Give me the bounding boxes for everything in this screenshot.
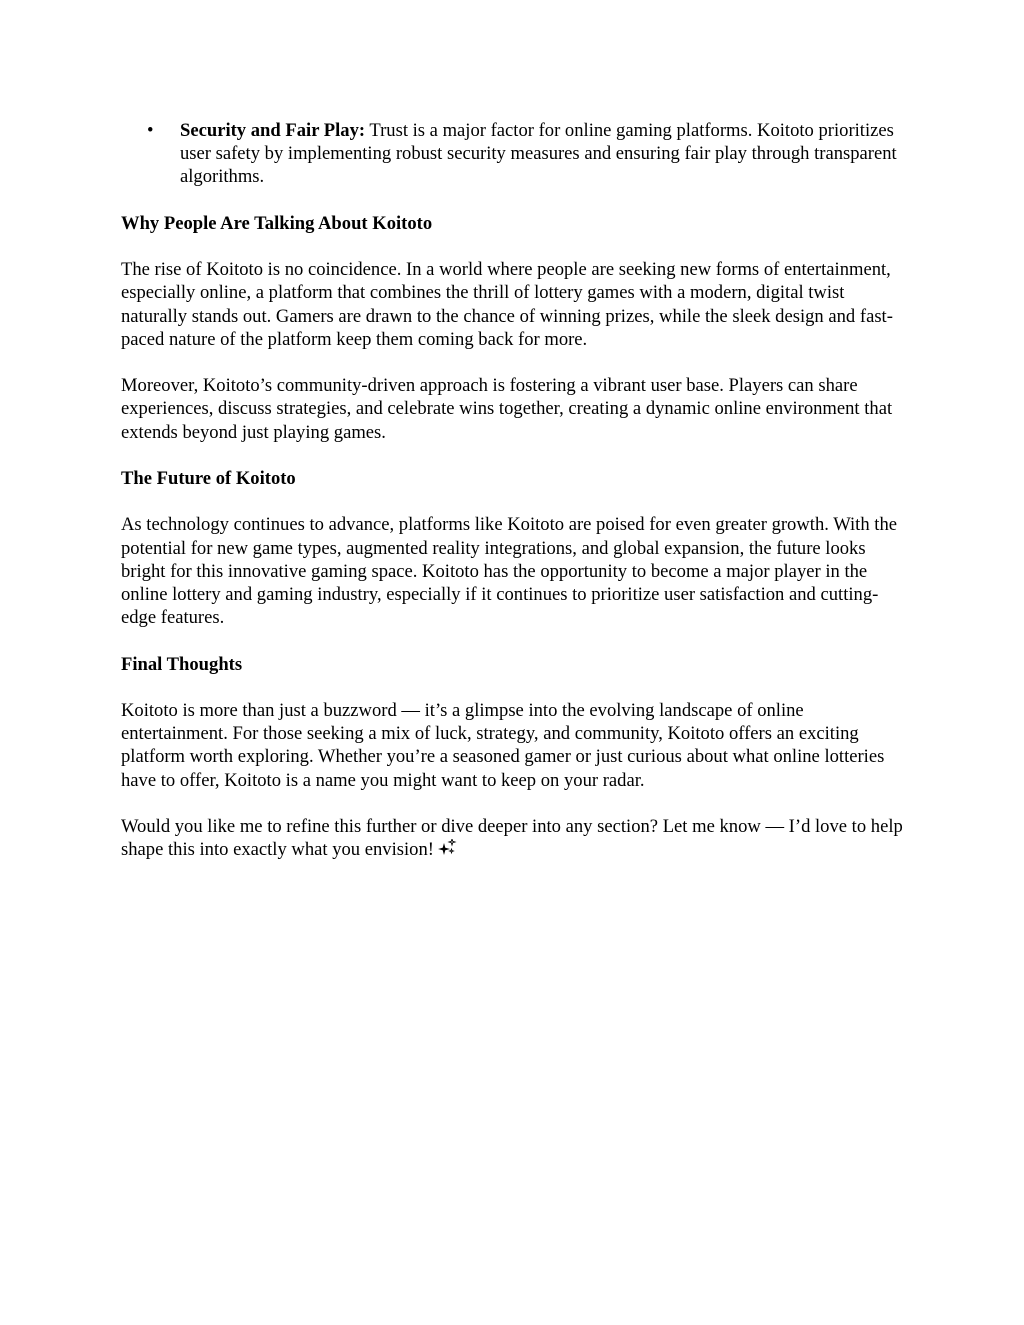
section-heading-future: The Future of Koitoto [121, 467, 296, 489]
paragraph: As technology continues to advance, platforms like Koitoto are poised for even greater growth. With the potential for new game types, augmented reality integrations, and global expansion, the future looks bright for this innovative gaming space. Koitoto has the opportunity to become a major player in the online lottery and gaming industry, especially if it continues to prioritize user satisfaction and cutting-edge features. [121, 514, 898, 629]
feature-bullet-list [121, 119, 911, 189]
closing-text: Would you like me to refine this further or dive deeper into any section? Let me know — I’d love to help shape this into exactly what you envision! [121, 815, 903, 861]
bullet-text [180, 119, 911, 189]
list-item [121, 119, 911, 189]
section-heading-final-thoughts: Final Thoughts [121, 653, 243, 675]
section-heading-why-people: Why People Are Talking About Koitoto [121, 212, 433, 234]
paragraph: The rise of Koitoto is no coincidence. In a world where people are seeking new forms of entertainment, especially online, a platform that combines the thrill of lottery games with a modern, digital twist naturally stands out. Gamers are drawn to the chance of winning prizes, while the sleek design and fast-paced nature of the platform keep them coming back for more. [121, 259, 893, 350]
sparkles-icon [438, 839, 457, 857]
bullet-body: Trust is a major factor for online gaming platforms. Koitoto prioritizes user safety by implementing robust security measures and ensuring fair play through transparent algorithms. [180, 120, 897, 188]
closing-paragraph [121, 815, 911, 861]
paragraph: Moreover, Koitoto’s community-driven approach is fostering a vibrant user base. Players can share experiences, discuss strategies, and celebrate wins together, creating a dynamic online environment that extends beyond just playing games. [121, 375, 893, 443]
bullet-label: Security and Fair Play: [180, 120, 366, 141]
document-body [121, 119, 911, 885]
paragraph: Koitoto is more than just a buzzword — it’s a glimpse into the evolving landscape of online entertainment. For those seeking a mix of luck, strategy, and community, Koitoto offers an exciting platform worth exploring. Whether you’re a seasoned gamer or just curious about what online lotteries have to offer, Koitoto is a name you might want to keep on your radar. [121, 699, 885, 791]
bullet-icon: • [147, 120, 154, 141]
